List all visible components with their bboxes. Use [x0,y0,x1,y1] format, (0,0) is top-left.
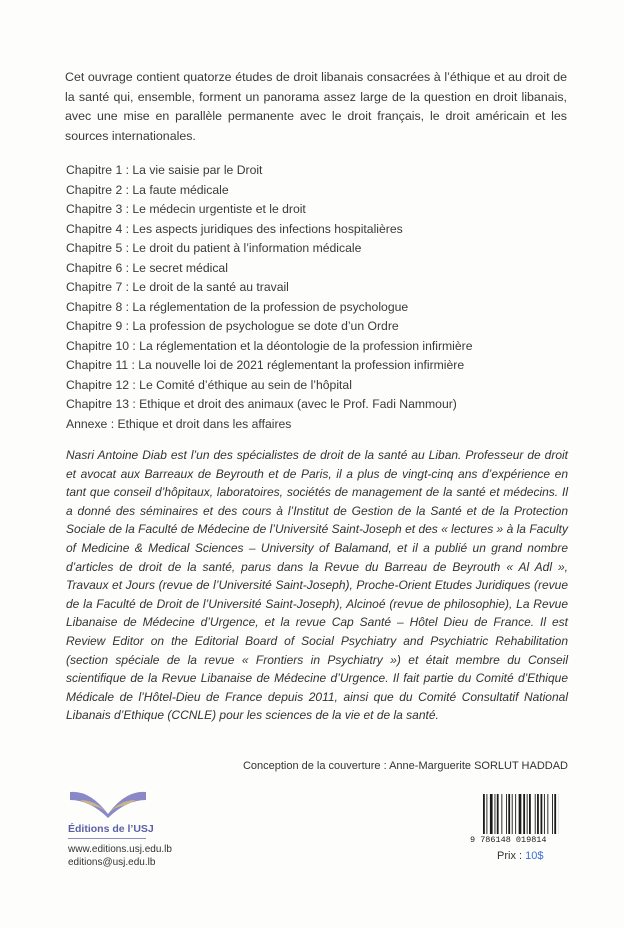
isbn-number: 9 786148 019814 [470,835,547,845]
barcode-bar [506,794,507,834]
barcode-bar [490,794,493,834]
barcode-bar [523,794,525,834]
publisher-email[interactable]: editions@usj.edu.lb [68,857,156,868]
open-book-icon [68,790,148,822]
barcode-bar [529,794,531,834]
chapter-item: Chapitre 6 : Le secret médical [66,260,228,275]
barcode-bar [497,794,499,834]
chapter-item: Chapitre 11 : La nouvelle loi de 2021 réglementant la profession infirmière [66,358,465,372]
cover-credit: Conception de la couverture : Anne-Marguerite SORLUT HADDAD [242,760,568,772]
chapter-item: Chapitre 3 : Le médecin urgentiste et le droit [66,202,306,216]
price [497,849,570,863]
barcode-bar [547,794,548,834]
barcode-bar [486,794,487,834]
barcode-bar [508,794,510,834]
barcode-bar [519,794,522,834]
barcode-icon [483,794,559,834]
barcode-bar [515,794,516,834]
barcode-bar [537,794,539,834]
chapter-item: Chapitre 12 : Le Comité d’éthique au sein de l’hôpital [66,377,352,392]
chapter-item: Chapitre 5 : Le droit du patient à l’information médicale [66,241,362,255]
barcode-block [470,794,570,863]
chapter-list [66,161,586,434]
barcode-bar [495,794,496,834]
chapter-item: Chapitre 13 : Ethique et droit des animaux (avec le Prof. Fadi Nammour) [66,397,457,411]
publisher-block [68,790,208,869]
chapter-item: Chapitre 10 : La réglementation et la déontologie de la profession infirmière [66,338,473,353]
barcode-bar [544,794,545,834]
barcode-bar [554,794,556,834]
barcode-bar [535,794,536,834]
barcode-bar [483,794,485,834]
chapter-item: Annexe : Ethique et droit dans les affaires [66,416,292,431]
barcode-bar [541,794,543,834]
price-value: 10$ [525,850,544,862]
barcode-bar [527,794,528,834]
publisher-name: Éditions de l’USJ [68,823,154,835]
chapter-item: Chapitre 4 : Les aspects juridiques des infections hospitalières [66,221,403,236]
publisher-divider [68,838,146,839]
chapter-item: Chapitre 7 : Le droit de la santé au travail [66,280,289,294]
barcode-bar [501,794,502,834]
chapter-item: Chapitre 2 : La faute médicale [66,182,229,197]
barcode-bar [512,794,513,834]
intro-paragraph: Cet ouvrage contient quatorze études de droit libanais consacrées à l’éthique et au droit de la santé qui, ensemble, forment un panorama assez large de la question en droit libanais, avec une mise en parallèle permanente avec le droit français, le droit américain et les sources internationales. [65,70,567,143]
chapter-item: Chapitre 1 : La vie saisie par le Droit [66,163,263,177]
publisher-contact [68,843,208,869]
chapter-item: Chapitre 8 : La réglementation de la profession de psychologue [66,299,409,314]
publisher-website[interactable]: www.editions.usj.edu.lb [68,844,172,855]
barcode-bar [552,794,553,834]
price-label: Prix : [497,850,523,862]
author-bio: Nasri Antoine Diab est l’un des spécialistes de droit de la santé au Liban. Professeur de droit et avocat aux Barreaux de Beyrouth et de Paris, il a plus de vingt-cinq ans d’expérience en tant que conseil d’hôpitaux, laboratoires, sociétés de management de la santé et médecins. Il a donné des séminaires et des cours à l’Institut de Gestion de la Santé et de la Protection Sociale de la Faculté de Médecine de l’Université Saint-Joseph et des « lectures » à la Faculty of Medicine & Medical Sciences – University of Balamand, et il a publié un grand nombre d’articles de droit de la santé, parus dans la Revue du Barreau de Beyrouth « Al Adl », Travaux et Jours (revue de l’Université Saint-Joseph), Proche-Orient Etudes Juridiques (revue de la Faculté de Droit de l’Université Saint-Joseph), Alcinoé (revue de philosophie), La Revue Libanaise de Médecine d’Urgence, et la revue Cap Santé – Hôtel Dieu de France. Il est Review Editor on the Editorial Board of Social Psychiatry and Psychiatric Rehabilitation (section spéciale de la revue « Frontiers in Psychiatry ») et était membre du Conseil scientifique de la Revue Libanaise de Médecine d’Urgence. Il fait partie du Comité d’Ethique Médicale de l’Hôtel-Dieu de France depuis 2011, ainsi que du Comité Consultatif National Libanais d’Ethique (CCNLE) pour les sciences de la vie et de la santé. [66,448,568,723]
chapter-item: Chapitre 9 : La profession de psychologue se dote d’un Ordre [66,319,399,333]
